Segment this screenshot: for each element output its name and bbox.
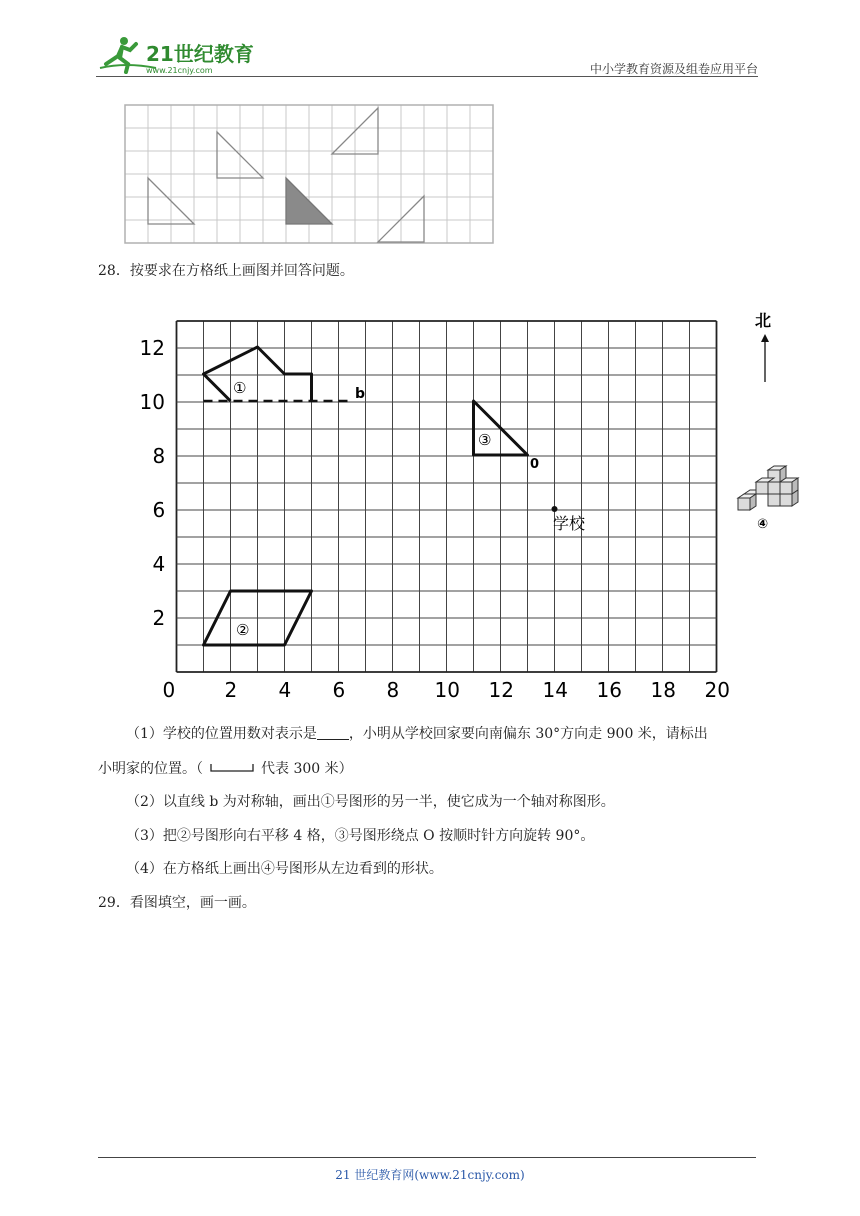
- subquestion-3: （3）把②号图形向右平移 4 格，③号图形绕点 O 按顺时针方向旋转 90°。: [126, 828, 595, 844]
- x-tick-label: 10: [434, 678, 460, 702]
- school-point: [552, 506, 558, 512]
- question-28-title: 28．按要求在方格纸上画图并回答问题。: [98, 263, 354, 279]
- point-o-label: 0: [530, 457, 540, 472]
- shape-1-label: ①: [233, 379, 247, 397]
- shape-2-label: ②: [236, 621, 250, 639]
- x-tick-label: 6: [332, 678, 346, 702]
- x-tick-label: 18: [650, 678, 676, 702]
- footer-text: 21 世纪教育网(www.21cnjy.com): [335, 1168, 525, 1182]
- x-tick-label: 14: [542, 678, 568, 702]
- cubes-label: ④: [757, 517, 769, 532]
- footer-divider: [98, 1157, 756, 1158]
- logo: [96, 34, 266, 76]
- x-tick-label: 0: [162, 678, 176, 702]
- x-tick-label: 16: [596, 678, 622, 702]
- x-tick-label: 2: [224, 678, 238, 702]
- header-divider: [96, 76, 758, 77]
- north-label: 北: [755, 311, 772, 330]
- coordinate-grid: [140, 305, 740, 705]
- subquestion-1-cont: 小明家的位置。（ 代表 300 米）: [98, 761, 353, 777]
- y-tick-label: 2: [152, 606, 166, 630]
- page-header: [96, 30, 758, 80]
- cubes-figure: [730, 462, 804, 538]
- y-tick-label: 12: [140, 336, 165, 360]
- subquestion-4: （4）在方格纸上画出④号图形从左边看到的形状。: [126, 861, 443, 877]
- north-arrow: [748, 308, 784, 388]
- question-29-title: 29．看图填空，画一画。: [98, 895, 256, 911]
- x-tick-label: 4: [278, 678, 292, 702]
- logo-text: 21世纪教育: [146, 42, 254, 66]
- y-tick-label: 8: [152, 444, 166, 468]
- y-tick-label: 6: [152, 498, 166, 522]
- y-tick-label: 10: [140, 390, 165, 414]
- logo-url: www.21cnjy.com: [146, 66, 213, 75]
- x-tick-label: 12: [488, 678, 514, 702]
- arrow-up-icon: [761, 334, 769, 342]
- answer-blank[interactable]: [317, 725, 349, 740]
- y-tick-label: 4: [152, 552, 166, 576]
- x-tick-label: 20: [704, 678, 730, 702]
- subquestion-2: （2）以直线 b 为对称轴，画出①号图形的另一半，使它成为一个轴对称图形。: [126, 794, 615, 810]
- school-label: 学校: [553, 514, 586, 533]
- line-b-label: b: [355, 386, 366, 402]
- shape-3-label: ③: [478, 431, 492, 449]
- subquestion-1: （1）学校的位置用数对表示是 ，小明从学校回家要向南偏东 30°方向走 900 米，请标出: [126, 726, 708, 742]
- scale-bar-icon: [209, 763, 255, 773]
- x-tick-label: 8: [386, 678, 400, 702]
- triangles-grid-figure: [124, 104, 496, 248]
- platform-title: 中小学教育资源及组卷应用平台: [589, 62, 758, 76]
